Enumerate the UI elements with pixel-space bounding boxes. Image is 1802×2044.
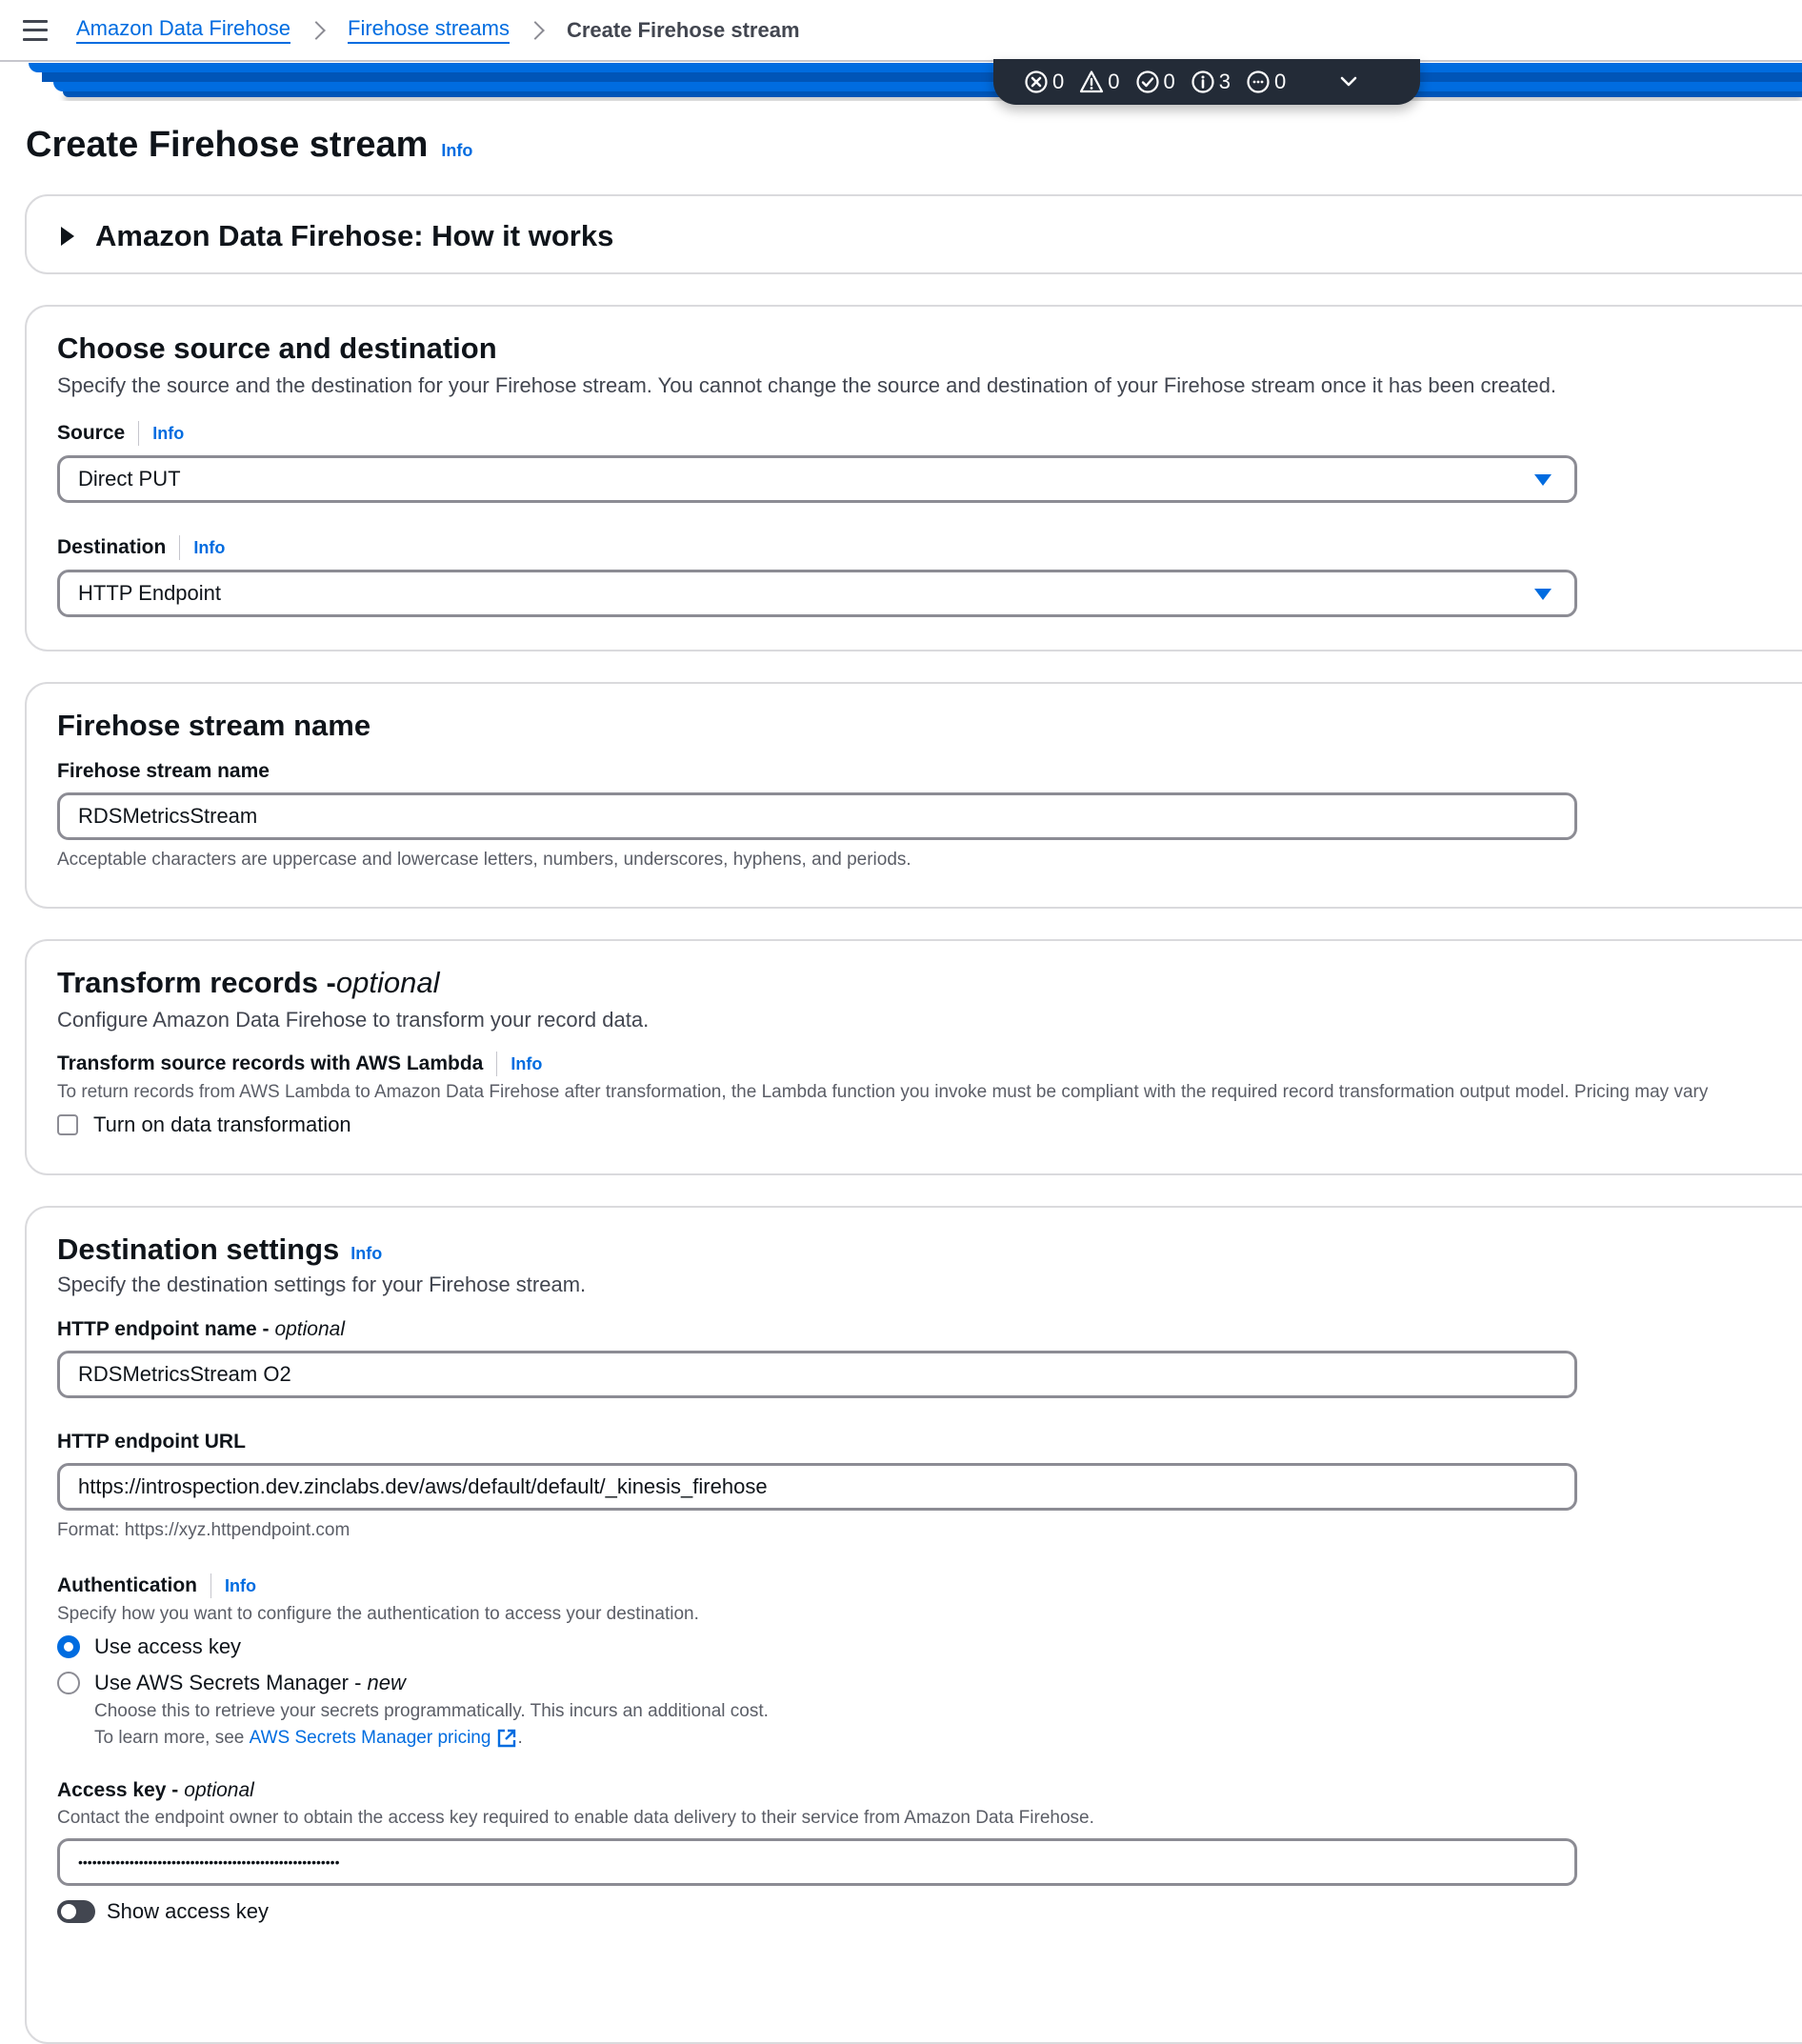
endpoint-name-label: HTTP endpoint name - optional — [57, 1318, 346, 1340]
success-icon — [1135, 70, 1160, 94]
warning-icon — [1079, 70, 1104, 94]
secrets-manager-pricing-link[interactable]: AWS Secrets Manager pricing — [249, 1728, 491, 1748]
stream-name-panel — [25, 682, 1802, 909]
authentication-description: Specify how you want to configure the authentication to access your destination. — [57, 1604, 699, 1624]
endpoint-url-input[interactable]: https://introspection.dev.zinclabs.dev/aws/default/default/_kinesis_firehose — [57, 1463, 1577, 1511]
breadcrumb-amazon-data-firehose[interactable]: Amazon Data Firehose — [76, 16, 290, 44]
status-in-progress[interactable]: 0 — [1246, 70, 1286, 94]
access-key-hint: Contact the endpoint owner to obtain the access key required to enable data delivery to their service from Amazon Data Firehose. — [57, 1808, 1094, 1828]
data-transformation-checkbox[interactable] — [57, 1114, 78, 1135]
auth-option-access-key[interactable]: Use access key — [57, 1634, 1577, 1659]
endpoint-url-hint: Format: https://xyz.httpendpoint.com — [57, 1520, 350, 1540]
destination-info-link[interactable]: Info — [193, 537, 226, 557]
secrets-manager-description: Choose this to retrieve your secrets programmatically. This incurs an additional cost. — [94, 1701, 769, 1721]
lambda-hint: To return records from AWS Lambda to Amazon Data Firehose after transformation, the Lambda function you invoke must be compliant with the required record transformation output model. Pricing may vary — [57, 1082, 1709, 1102]
info-icon — [1191, 70, 1215, 94]
status-errors[interactable]: 0 — [1024, 70, 1064, 94]
lambda-info-link[interactable]: Info — [511, 1053, 543, 1073]
radio-selected[interactable] — [57, 1635, 80, 1658]
source-destination-panel — [25, 305, 1802, 651]
show-access-key-option[interactable]: Show access key — [57, 1899, 1577, 1924]
auth-option-secrets-manager[interactable]: Use AWS Secrets Manager - new — [57, 1671, 1577, 1695]
chevron-right-icon — [307, 21, 326, 40]
radio-unselected[interactable] — [57, 1672, 80, 1694]
endpoint-name-input[interactable]: RDSMetricsStream O2 — [57, 1351, 1577, 1398]
endpoint-url-label: HTTP endpoint URL — [57, 1431, 246, 1453]
transform-records-panel — [25, 939, 1802, 1175]
destination-settings-info-link[interactable]: Info — [350, 1244, 383, 1263]
show-access-key-toggle[interactable] — [57, 1900, 95, 1923]
breadcrumb-firehose-streams[interactable]: Firehose streams — [348, 16, 510, 44]
caret-right-icon — [61, 227, 74, 246]
top-navigation — [0, 0, 1802, 62]
error-icon — [1024, 70, 1049, 94]
page-title: Create Firehose stream Info — [26, 125, 473, 165]
section-title: Firehose stream name — [57, 709, 371, 742]
authentication-label: Authentication Info — [57, 1574, 256, 1596]
section-title: Destination settings Info — [57, 1232, 383, 1266]
data-transformation-option[interactable]: Turn on data transformation — [57, 1112, 1802, 1137]
destination-label: Destination Info — [57, 536, 226, 558]
access-key-label: Access key - optional — [57, 1779, 254, 1801]
authentication-info-link[interactable]: Info — [225, 1575, 256, 1595]
source-select[interactable]: Direct PUT — [57, 455, 1577, 503]
destination-select[interactable]: HTTP Endpoint — [57, 570, 1577, 617]
chevron-down-icon[interactable] — [1337, 70, 1360, 93]
source-info-link[interactable]: Info — [152, 423, 185, 443]
caret-down-icon — [1534, 589, 1552, 600]
section-description: Specify the source and the destination for your Firehose stream. You cannot change the source and destination of your Firehose stream once it has been created. — [57, 373, 1556, 397]
section-description: Configure Amazon Data Firehose to transform your record data. — [57, 1008, 650, 1032]
access-key-input[interactable]: •••••••••••••••••••••••••••••••••••••••••••••••••••••••• — [57, 1838, 1577, 1886]
stream-name-label: Firehose stream name — [57, 760, 270, 782]
section-title: Choose source and destination — [57, 331, 497, 365]
section-title: Transform records - optional — [57, 966, 440, 999]
destination-settings-panel — [25, 1206, 1802, 2044]
menu-icon[interactable] — [23, 20, 48, 41]
in-progress-icon — [1246, 70, 1271, 94]
secrets-manager-learn-more: To learn more, see AWS Secrets Manager pricing . — [94, 1728, 523, 1748]
page-info-link[interactable]: Info — [441, 141, 473, 160]
status-success[interactable]: 0 — [1135, 70, 1175, 94]
external-link-icon[interactable] — [496, 1728, 517, 1749]
flashbar-status-summary[interactable] — [993, 59, 1420, 105]
stream-name-hint: Acceptable characters are uppercase and lowercase letters, numbers, underscores, hyphens, and periods. — [57, 850, 911, 870]
notification-band — [29, 63, 1802, 101]
caret-down-icon — [1534, 474, 1552, 486]
breadcrumb-current: Create Firehose stream — [566, 17, 800, 42]
status-info[interactable]: 3 — [1191, 70, 1231, 94]
status-warnings[interactable]: 0 — [1079, 70, 1119, 94]
how-it-works-expander[interactable]: Amazon Data Firehose: How it works — [25, 194, 1802, 274]
lambda-label: Transform source records with AWS Lambda Info — [57, 1052, 543, 1074]
section-description: Specify the destination settings for your Firehose stream. — [57, 1272, 587, 1296]
source-label: Source Info — [57, 422, 185, 444]
stream-name-input[interactable]: RDSMetricsStream — [57, 792, 1577, 840]
chevron-right-icon — [526, 21, 545, 40]
